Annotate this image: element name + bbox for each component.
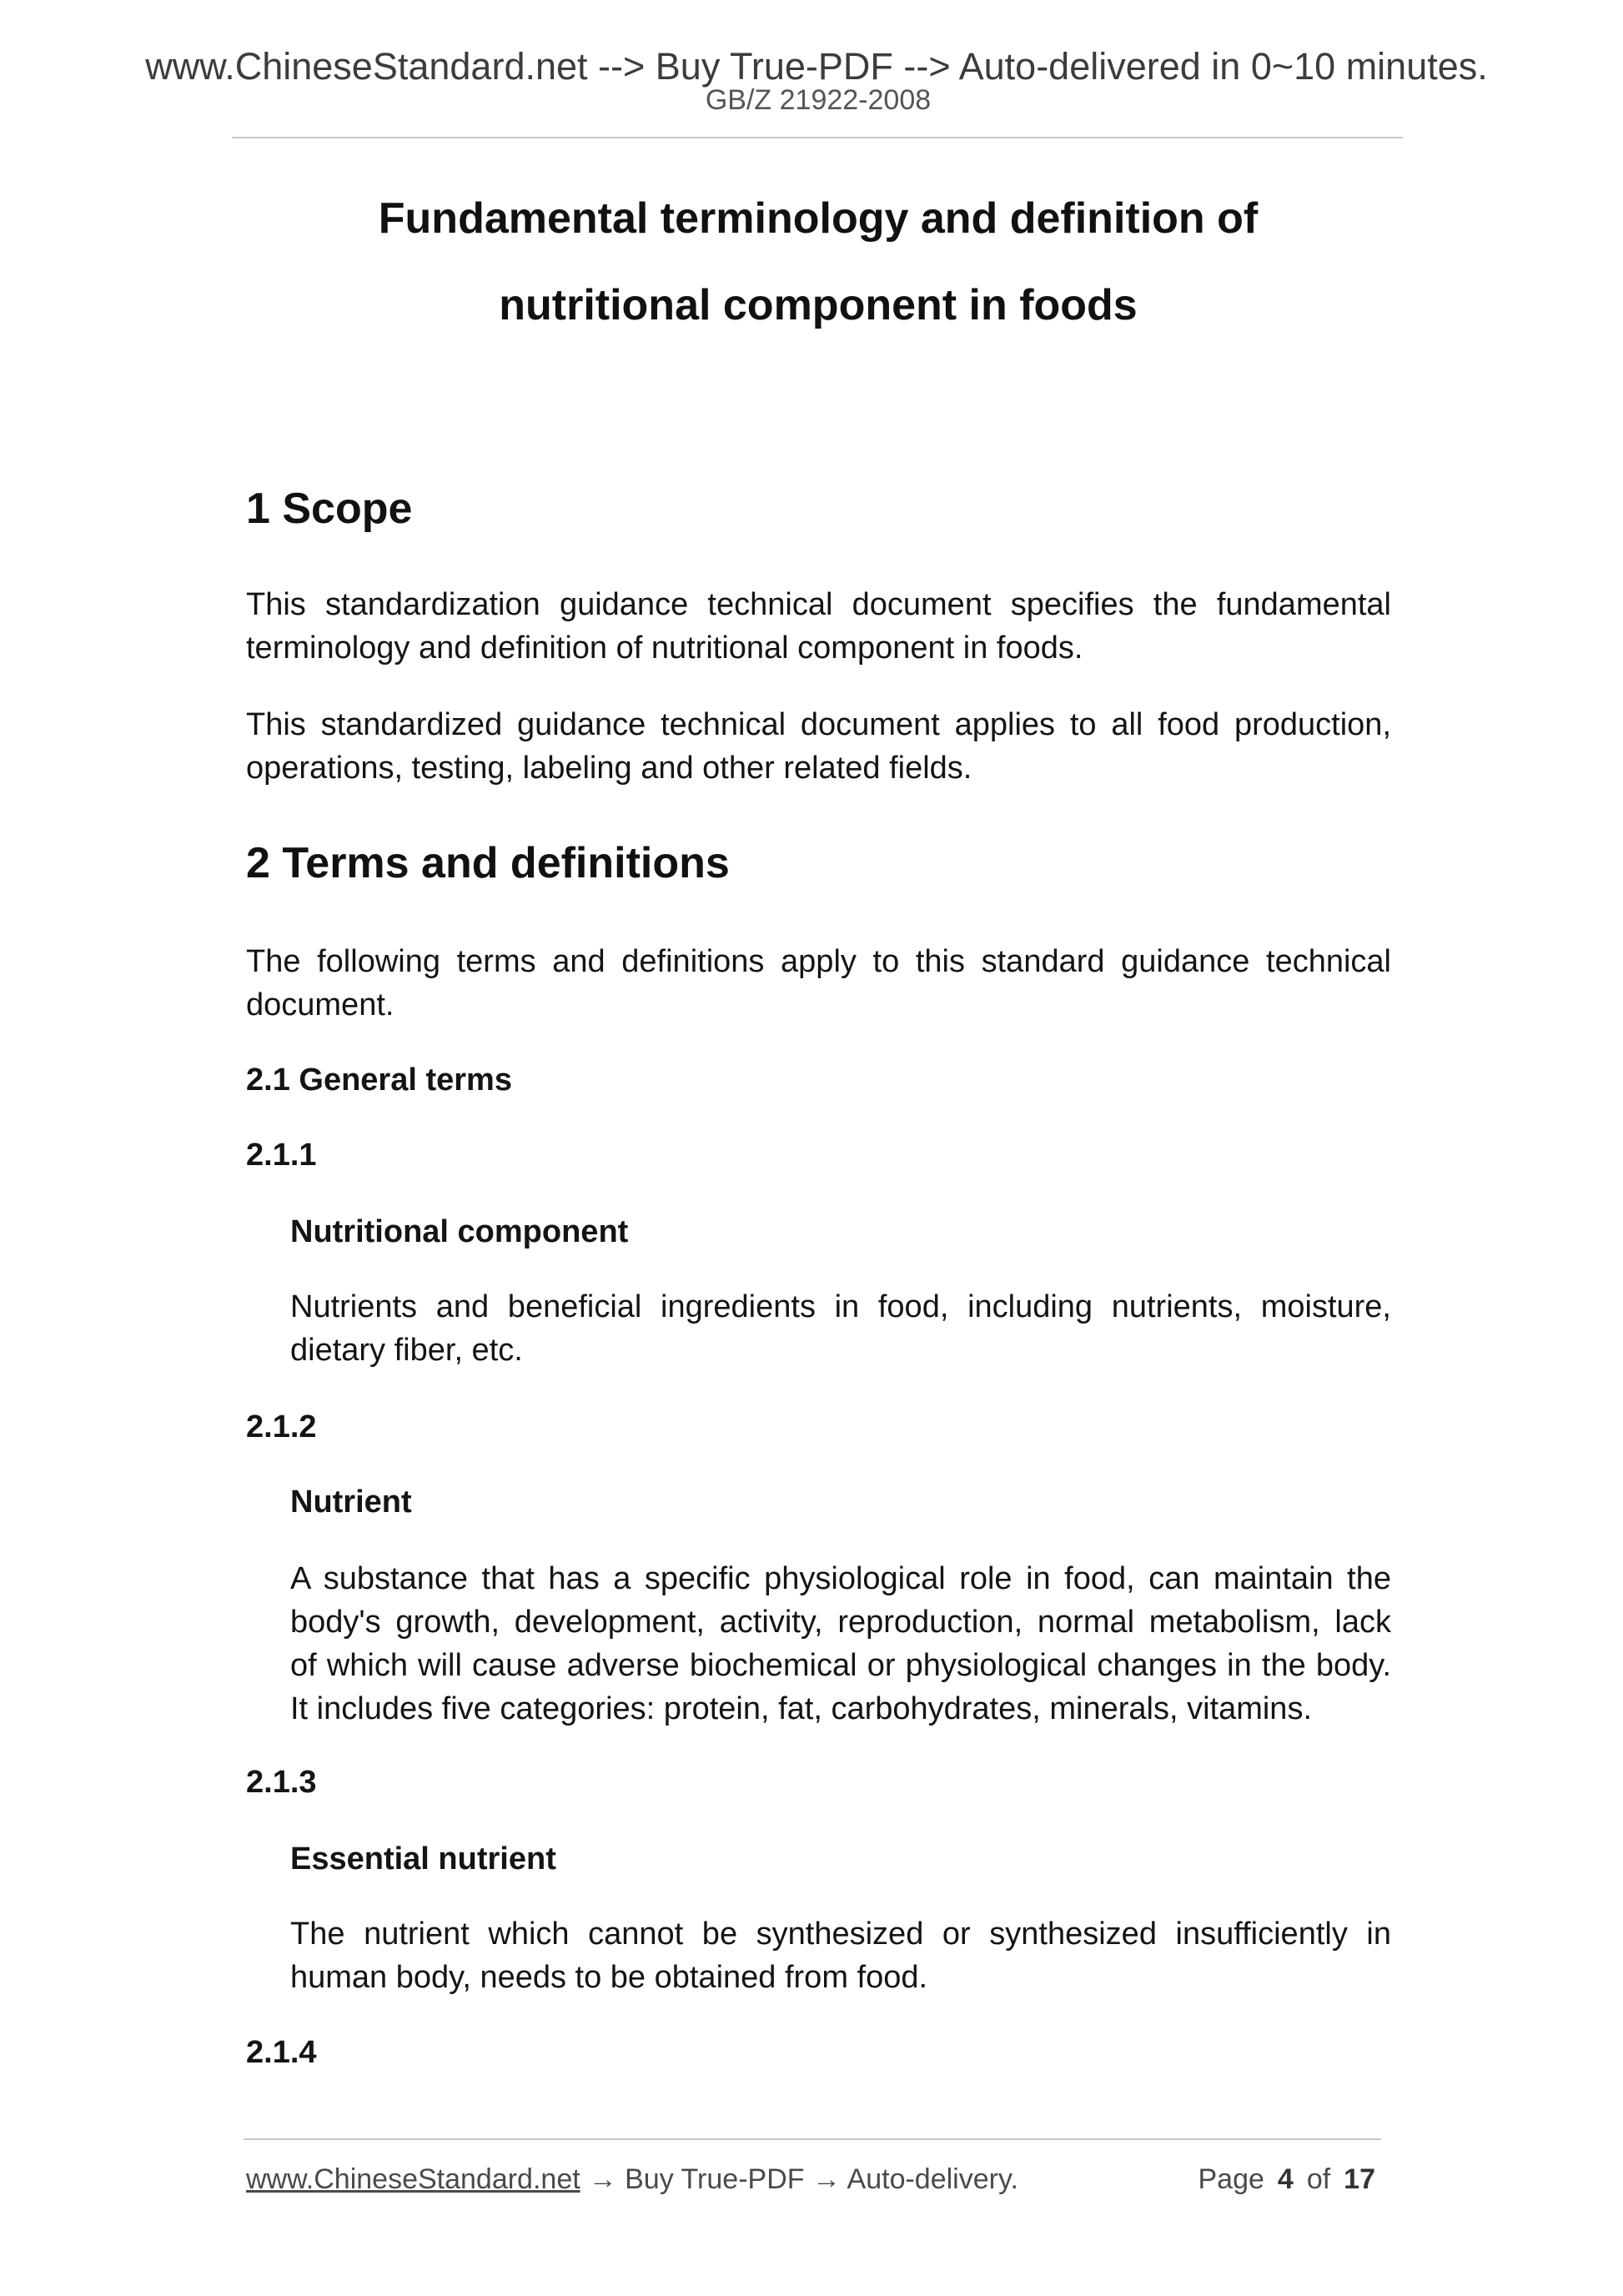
text-line: terminology and definition of nutritional component in foods. [246,631,1083,666]
footer-promo [246,2163,1018,2196]
term-name: Essential nutrient [290,1841,556,1876]
text-line: body's growth, development, activity, reproduction, normal metabolism, lack [290,1605,1391,1640]
text-line: The nutrient which cannot be synthesized or synthesized insufficiently in [290,1917,1391,1952]
header-divider [232,137,1403,138]
text-line: Nutrients and beneficial ingredients in food, including nutrients, moisture, [290,1289,1391,1324]
subsection-heading-general-terms: 2.1 General terms [246,1063,512,1098]
text-line: The following terms and definitions apply to this standard guidance technical [246,944,1391,979]
term-name: Nutrient [290,1485,412,1520]
text-line: dietary fiber, etc. [290,1333,523,1368]
text-line: This standardized guidance technical document applies to all food production, [246,707,1391,742]
page-label: Page [1198,2163,1264,2195]
page-indicator [1198,2163,1375,2196]
text-line: document. [246,987,394,1022]
page-total: 17 [1344,2163,1375,2195]
document-title-line: Fundamental terminology and definition of [378,194,1259,243]
term-number: 2.1.1 [246,1138,317,1173]
scope-paragraph [246,703,1391,790]
document-title-line: nutritional component in foods [499,281,1138,329]
header-banner: www.ChineseStandard.net --> Buy True-PDF --> Auto-delivered in 0~10 minutes. [145,45,1488,88]
term-number: 2.1.4 [246,2035,317,2070]
standard-code: GB/Z 21922-2008 [705,84,932,116]
page-current: 4 [1277,2163,1294,2195]
text-line: of which will cause adverse biochemical or physiological changes in the body. [290,1648,1391,1683]
term-number: 2.1.3 [246,1765,317,1800]
footer-site-link[interactable]: www.ChineseStandard.net [246,2163,580,2195]
scope-paragraph [246,583,1391,670]
term-number: 2.1.2 [246,1409,317,1444]
document-title [13,175,1623,349]
section-heading-terms: 2 Terms and definitions [246,839,730,887]
text-line: It includes five categories: protein, fat, carbohydrates, minerals, vitamins. [290,1691,1312,1726]
text-line: This standardization guidance technical document specifies the fundamental [246,587,1391,622]
footer-tagline: → Buy True-PDF → Auto-delivery. [588,2163,1018,2195]
text-line: operations, testing, labeling and other related fields. [246,751,972,786]
text-line: A substance that has a specific physiological role in food, can maintain the [290,1561,1391,1596]
term-definition [290,1557,1391,1731]
term-name: Nutritional component [290,1214,629,1249]
text-line: human body, needs to be obtained from food. [290,1960,928,1995]
term-definition [290,1285,1391,1372]
footer-divider [244,2138,1381,2140]
section-heading-scope: 1 Scope [246,485,413,533]
term-definition [290,1912,1391,1999]
page-of-label: of [1306,2163,1331,2195]
terms-intro-paragraph [246,940,1391,1027]
